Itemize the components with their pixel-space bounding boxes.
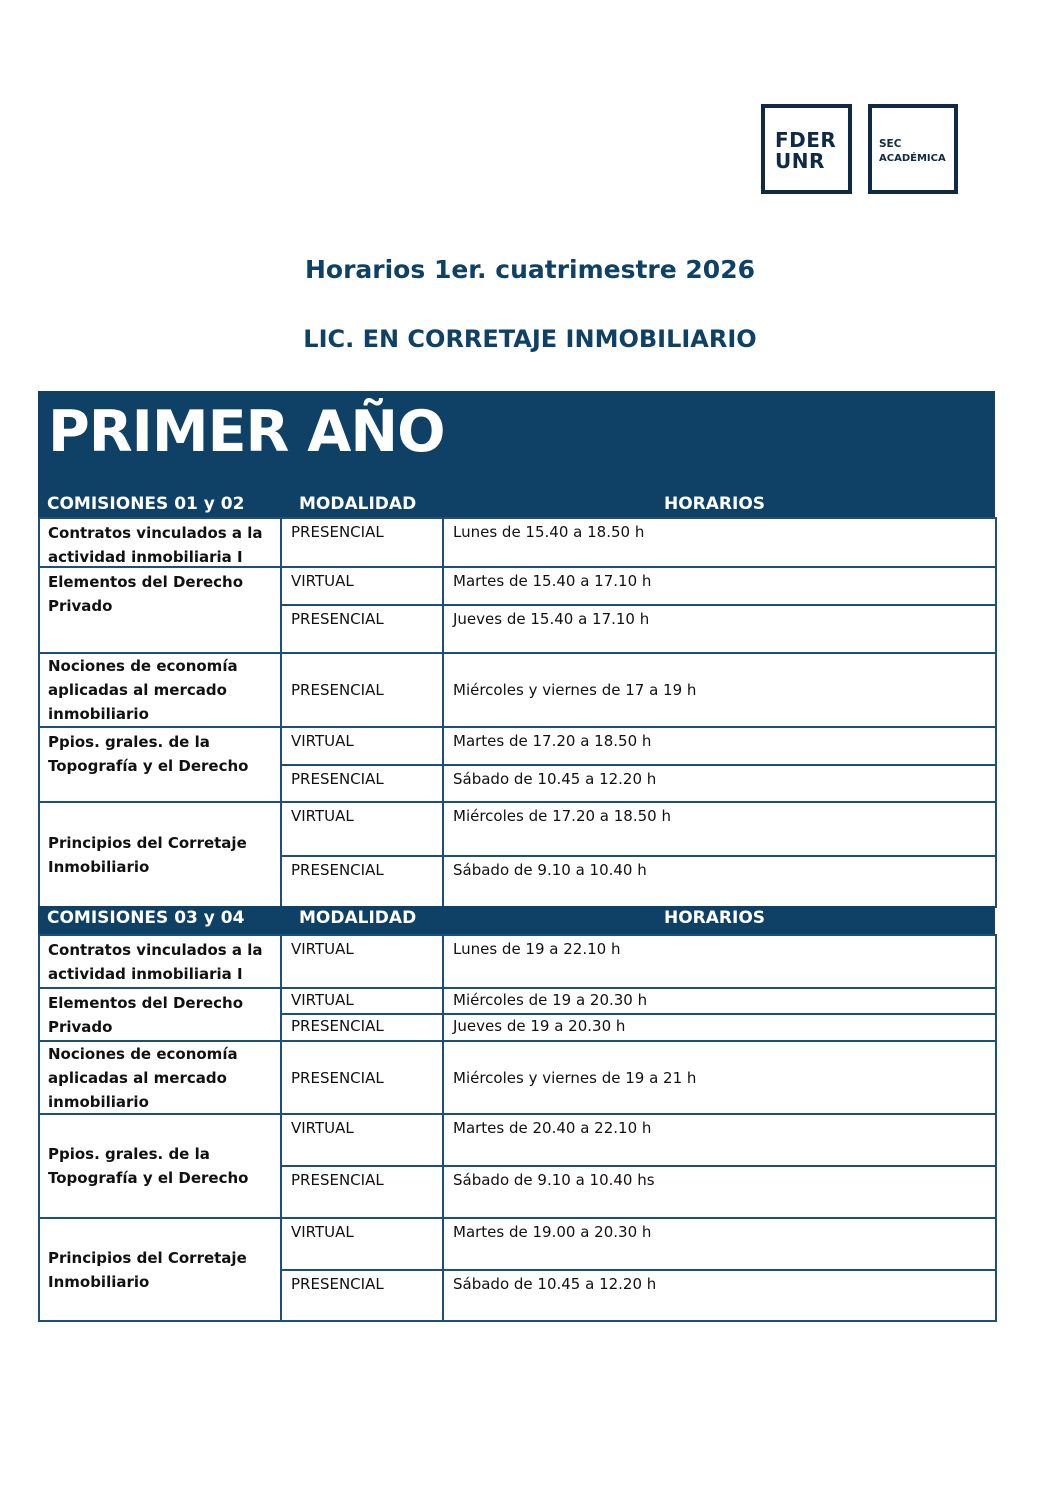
schedule-value: Martes de 19.00 a 20.30 h	[453, 1223, 652, 1241]
modality-cell	[280, 1040, 444, 1115]
schedule-value: Miércoles y viernes de 19 a 21 h	[453, 1068, 697, 1087]
modality-value: PRESENCIAL	[291, 1017, 384, 1035]
modality-value: PRESENCIAL	[291, 861, 384, 879]
schedule-cell	[442, 566, 997, 606]
modality-value: VIRTUAL	[291, 1119, 354, 1137]
subject-name-line: Nociones de economía	[48, 657, 238, 675]
subject-name-line: actividad inmobiliaria I	[48, 548, 243, 566]
modality-value: PRESENCIAL	[291, 523, 384, 541]
fder-unr-logo-text	[775, 130, 836, 172]
commission-header: COMISIONES 03 y 04	[47, 908, 245, 928]
modality-cell	[280, 1217, 444, 1271]
modality-value: VIRTUAL	[291, 991, 354, 1009]
schedule-value: Miércoles de 19 a 20.30 h	[453, 991, 648, 1009]
modality-value: PRESENCIAL	[291, 1171, 384, 1189]
modality-cell	[280, 1165, 444, 1219]
fder-unr-logo	[761, 104, 852, 194]
schedule-cell	[442, 934, 997, 989]
modality-value: VIRTUAL	[291, 732, 354, 750]
modality-cell	[280, 1013, 444, 1042]
schedule-value: Miércoles y viernes de 17 a 19 h	[453, 681, 697, 699]
schedule-cell	[442, 604, 997, 654]
schedule-header: HORARIOS	[664, 908, 766, 928]
schedule-cell	[442, 987, 997, 1015]
modality-cell	[280, 1269, 444, 1322]
logo-fder-text: FDER	[775, 128, 837, 152]
subject-name-line: Topografía y el Derecho	[48, 1169, 249, 1187]
subject-cell	[38, 1217, 282, 1322]
schedule-cell	[442, 855, 997, 908]
subject-cell	[38, 726, 282, 803]
modality-cell	[280, 726, 444, 766]
career-title: LIC. EN CORRETAJE INMOBILIARIO	[303, 325, 757, 353]
subject-cell	[38, 987, 282, 1042]
modality-value: VIRTUAL	[291, 572, 354, 590]
subject-name-line: Nociones de economía	[48, 1044, 238, 1063]
logo-sec-text: SEC	[879, 138, 902, 150]
subject-name-line: Ppios. grales. de la	[48, 733, 210, 751]
modality-cell	[280, 566, 444, 606]
schedule-cell	[442, 764, 997, 803]
schedule-cell	[442, 801, 997, 857]
subject-name-line: Inmobiliario	[48, 1272, 150, 1291]
modality-cell	[280, 855, 444, 908]
schedule-value: Martes de 15.40 a 17.10 h	[453, 572, 652, 590]
year-title: PRIMER AÑO	[48, 399, 445, 465]
schedule-value: Jueves de 15.40 a 17.10 h	[453, 610, 650, 628]
subject-name-line: Principios del Corretaje	[48, 833, 247, 852]
subject-name-line: aplicadas al mercado	[48, 1068, 227, 1087]
subject-name-line: aplicadas al mercado	[48, 681, 227, 699]
modality-header: MODALIDAD	[299, 908, 417, 928]
schedule-value: Sábado de 10.45 a 12.20 h	[453, 1275, 657, 1293]
schedule-value: Lunes de 15.40 a 18.50 h	[453, 523, 645, 541]
schedule-value: Sábado de 10.45 a 12.20 h	[453, 770, 657, 788]
subject-name-line: Contratos vinculados a la	[48, 941, 263, 959]
subject-name-line: Inmobiliario	[48, 857, 150, 876]
modality-value: VIRTUAL	[291, 1223, 354, 1241]
modality-header: MODALIDAD	[299, 494, 417, 514]
modality-value: PRESENCIAL	[291, 610, 384, 628]
subject-name-line: actividad inmobiliaria I	[48, 965, 243, 983]
modality-value: VIRTUAL	[291, 807, 354, 825]
subject-name-line: inmobiliario	[48, 1092, 149, 1111]
schedule-value: Martes de 20.40 a 22.10 h	[453, 1119, 652, 1137]
logo-unr-text: UNR	[775, 149, 825, 173]
subject-name-line: Privado	[48, 597, 113, 615]
schedule-cell	[442, 1040, 997, 1115]
subject-cell	[38, 566, 282, 654]
schedule-value: Miércoles de 17.20 a 18.50 h	[453, 807, 671, 825]
subject-cell	[38, 1040, 282, 1115]
subject-name-line: Ppios. grales. de la	[48, 1145, 210, 1163]
modality-value: VIRTUAL	[291, 940, 354, 958]
subject-cell	[38, 517, 282, 568]
modality-value: PRESENCIAL	[291, 1068, 384, 1087]
schedule-cell	[442, 1013, 997, 1042]
modality-cell	[280, 652, 444, 728]
modality-value: PRESENCIAL	[291, 681, 384, 699]
subject-name-line: Principios del Corretaje	[48, 1248, 247, 1267]
logo-academica-text: ACADÉMICA	[879, 153, 946, 164]
subject-name-line: Topografía y el Derecho	[48, 757, 249, 775]
modality-cell	[280, 801, 444, 857]
schedule-cell	[442, 1165, 997, 1219]
schedule-value: Jueves de 19 a 20.30 h	[453, 1017, 626, 1035]
schedule-cell	[442, 1113, 997, 1167]
modality-cell	[280, 987, 444, 1015]
subject-name-line: Elementos del Derecho	[48, 573, 244, 591]
schedule-value: Sábado de 9.10 a 10.40 hs	[453, 1171, 655, 1189]
schedule-value: Martes de 17.20 a 18.50 h	[453, 732, 652, 750]
subject-name-line: Privado	[48, 1018, 113, 1036]
schedule-header: HORARIOS	[664, 494, 766, 514]
schedule-cell	[442, 517, 997, 568]
schedule-cell	[442, 652, 997, 728]
subject-cell	[38, 801, 282, 908]
modality-cell	[280, 1113, 444, 1167]
schedule-cell	[442, 1269, 997, 1322]
modality-cell	[280, 604, 444, 654]
schedule-value: Lunes de 19 a 22.10 h	[453, 940, 621, 958]
modality-value: PRESENCIAL	[291, 770, 384, 788]
modality-cell	[280, 517, 444, 568]
subject-cell	[38, 652, 282, 728]
subject-name-line: Contratos vinculados a la	[48, 524, 263, 542]
page-title: Horarios 1er. cuatrimestre 2026	[304, 255, 755, 284]
subject-name-line: Elementos del Derecho	[48, 994, 244, 1012]
commission-header: COMISIONES 01 y 02	[47, 494, 245, 514]
modality-cell	[280, 934, 444, 989]
modality-value: PRESENCIAL	[291, 1275, 384, 1293]
schedule-cell	[442, 1217, 997, 1271]
sec-academica-logo	[868, 104, 958, 194]
schedule-cell	[442, 726, 997, 766]
subject-cell	[38, 1113, 282, 1219]
schedule-value: Sábado de 9.10 a 10.40 h	[453, 861, 647, 879]
subject-name-line: inmobiliario	[48, 705, 149, 723]
modality-cell	[280, 764, 444, 803]
subject-cell	[38, 934, 282, 989]
